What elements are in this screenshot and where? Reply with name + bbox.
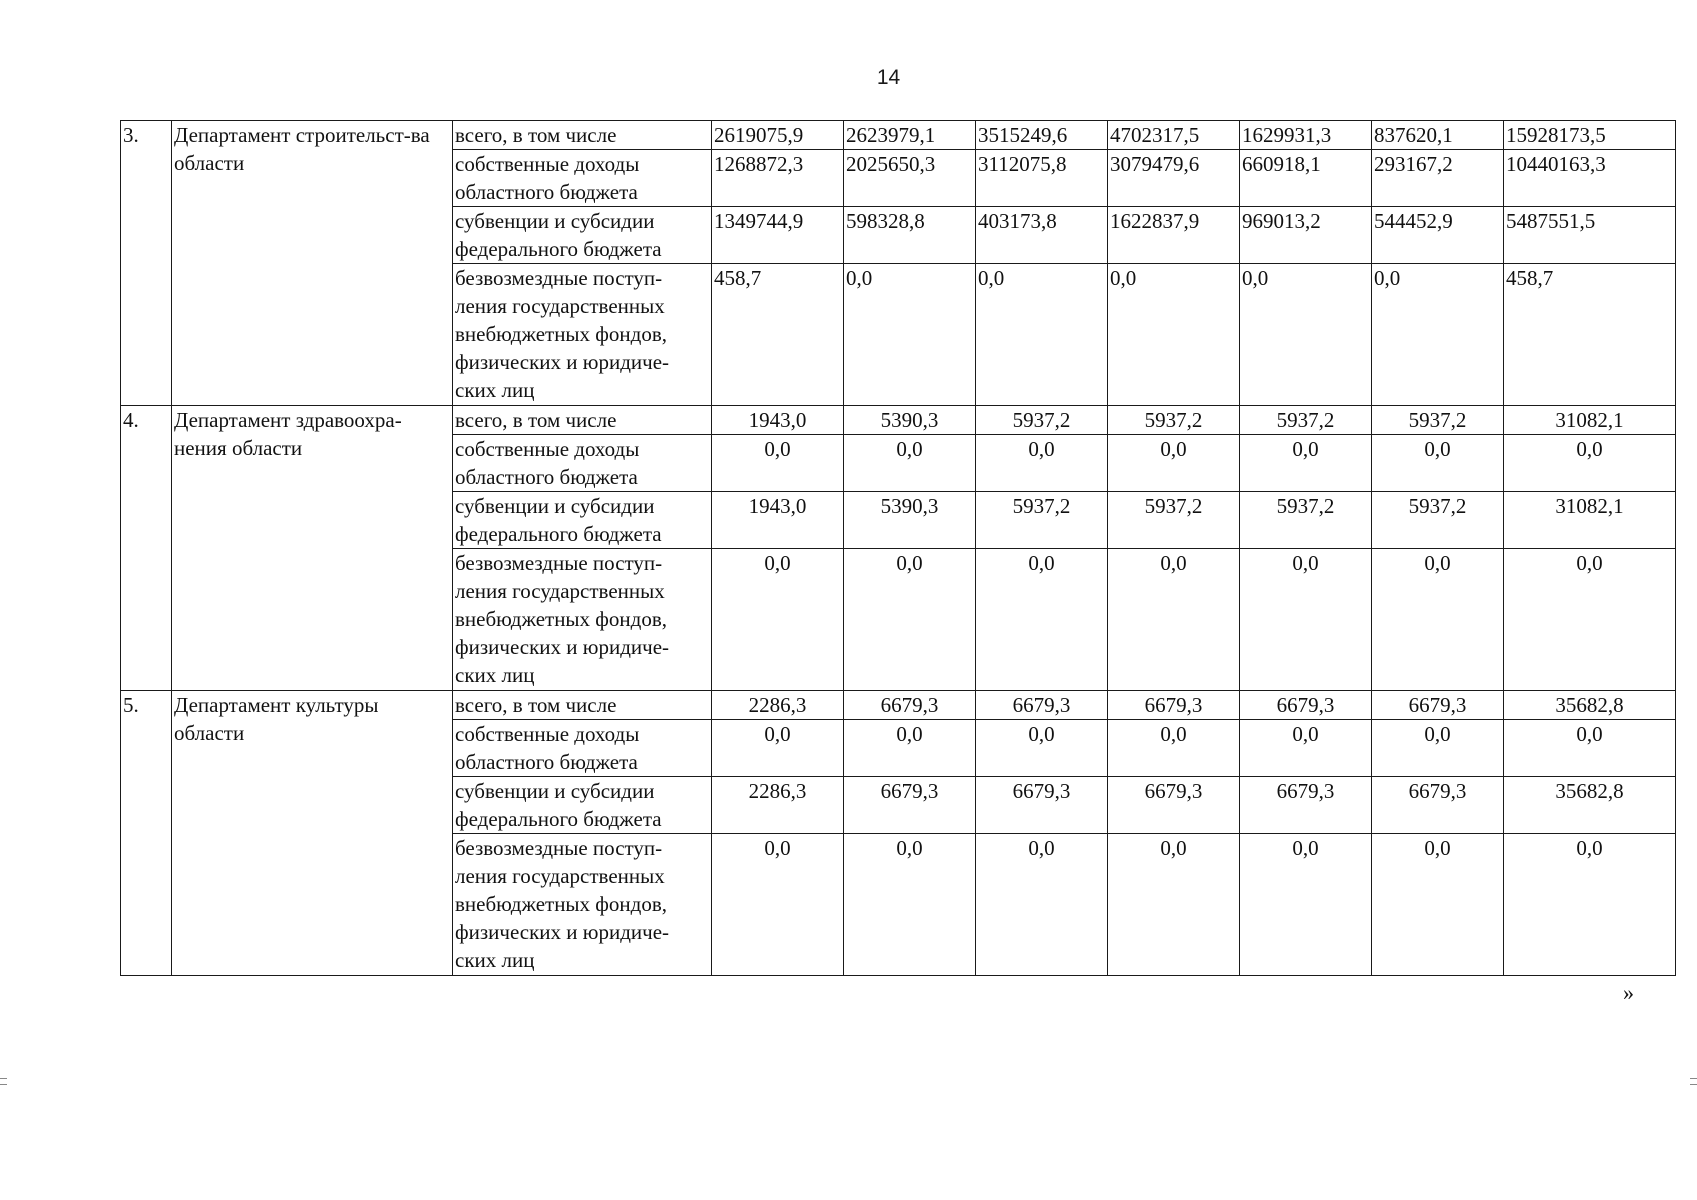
value-cell: 0,0 [976, 834, 1108, 976]
value-cell: 1943,0 [712, 406, 844, 435]
value-cell: 0,0 [1372, 720, 1504, 777]
value-cell: 0,0 [844, 720, 976, 777]
value-cell: 5937,2 [1240, 406, 1372, 435]
scan-mark-left [0, 1078, 7, 1079]
total-value-cell: 0,0 [1504, 435, 1676, 492]
value-cell: 0,0 [1240, 264, 1372, 406]
value-cell: 403173,8 [976, 207, 1108, 264]
value-cell: 0,0 [1108, 720, 1240, 777]
value-cell: 6679,3 [844, 777, 976, 834]
department-name: Департамент строительст-ва области [172, 121, 453, 406]
funding-source-label: всего, в том числе [453, 121, 712, 150]
value-cell: 0,0 [1108, 435, 1240, 492]
value-cell: 5937,2 [1108, 406, 1240, 435]
closing-quote: » [1623, 980, 1634, 1005]
value-cell: 0,0 [1240, 720, 1372, 777]
value-cell: 2623979,1 [844, 121, 976, 150]
section-number: 5. [121, 691, 172, 976]
value-cell: 2619075,9 [712, 121, 844, 150]
value-cell: 2286,3 [712, 777, 844, 834]
total-value-cell: 15928173,5 [1504, 121, 1676, 150]
value-cell: 6679,3 [1108, 691, 1240, 720]
value-cell: 6679,3 [1372, 777, 1504, 834]
funding-source-label: всего, в том числе [453, 406, 712, 435]
value-cell: 660918,1 [1240, 150, 1372, 207]
value-cell: 0,0 [844, 549, 976, 691]
value-cell: 0,0 [844, 264, 976, 406]
value-cell: 6679,3 [976, 777, 1108, 834]
total-value-cell: 0,0 [1504, 834, 1676, 976]
value-cell: 5937,2 [976, 406, 1108, 435]
value-cell: 6679,3 [844, 691, 976, 720]
value-cell: 3112075,8 [976, 150, 1108, 207]
section-number: 3. [121, 121, 172, 406]
value-cell: 969013,2 [1240, 207, 1372, 264]
total-value-cell: 5487551,5 [1504, 207, 1676, 264]
value-cell: 0,0 [1372, 264, 1504, 406]
funding-source-label: безвозмездные поступ-ления государственных внебюджетных фондов, физических и юридиче-ских лиц [453, 264, 712, 406]
value-cell: 4702317,5 [1108, 121, 1240, 150]
value-cell: 1943,0 [712, 492, 844, 549]
value-cell: 6679,3 [976, 691, 1108, 720]
funding-source-label: субвенции и субсидии федерального бюджета [453, 207, 712, 264]
value-cell: 3515249,6 [976, 121, 1108, 150]
value-cell: 0,0 [712, 720, 844, 777]
total-value-cell: 31082,1 [1504, 492, 1676, 549]
table-row [121, 406, 1676, 435]
value-cell: 1622837,9 [1108, 207, 1240, 264]
value-cell: 5937,2 [1108, 492, 1240, 549]
total-value-cell: 31082,1 [1504, 406, 1676, 435]
scan-mark-right [1690, 1078, 1697, 1079]
value-cell: 1349744,9 [712, 207, 844, 264]
value-cell: 0,0 [976, 720, 1108, 777]
funding-source-label: безвозмездные поступ-ления государственных внебюджетных фондов, физических и юридиче-ских лиц [453, 834, 712, 976]
value-cell: 0,0 [976, 264, 1108, 406]
funding-source-label: субвенции и субсидии федерального бюджета [453, 777, 712, 834]
value-cell: 5390,3 [844, 492, 976, 549]
value-cell: 0,0 [1108, 549, 1240, 691]
department-name: Департамент культуры области [172, 691, 453, 976]
value-cell: 0,0 [1240, 549, 1372, 691]
table-row [121, 691, 1676, 720]
value-cell: 3079479,6 [1108, 150, 1240, 207]
funding-source-label: собственные доходы областного бюджета [453, 720, 712, 777]
total-value-cell: 35682,8 [1504, 777, 1676, 834]
value-cell: 0,0 [976, 435, 1108, 492]
funding-source-label: собственные доходы областного бюджета [453, 150, 712, 207]
value-cell: 5937,2 [1372, 406, 1504, 435]
value-cell: 544452,9 [1372, 207, 1504, 264]
value-cell: 458,7 [712, 264, 844, 406]
total-value-cell: 458,7 [1504, 264, 1676, 406]
value-cell: 0,0 [1372, 834, 1504, 976]
funding-source-label: безвозмездные поступ-ления государственных внебюджетных фондов, физических и юридиче-ских лиц [453, 549, 712, 691]
scan-mark-left [0, 1084, 7, 1085]
department-name: Департамент здравоохра-нения области [172, 406, 453, 691]
value-cell: 0,0 [1240, 834, 1372, 976]
value-cell: 5937,2 [976, 492, 1108, 549]
total-value-cell: 0,0 [1504, 549, 1676, 691]
budget-table [120, 120, 1676, 976]
value-cell: 0,0 [1108, 834, 1240, 976]
value-cell: 0,0 [844, 435, 976, 492]
value-cell: 598328,8 [844, 207, 976, 264]
value-cell: 5937,2 [1372, 492, 1504, 549]
value-cell: 0,0 [1240, 435, 1372, 492]
total-value-cell: 35682,8 [1504, 691, 1676, 720]
value-cell: 0,0 [712, 549, 844, 691]
value-cell: 1268872,3 [712, 150, 844, 207]
value-cell: 6679,3 [1240, 777, 1372, 834]
value-cell: 2025650,3 [844, 150, 976, 207]
funding-source-label: всего, в том числе [453, 691, 712, 720]
value-cell: 6679,3 [1108, 777, 1240, 834]
section-number: 4. [121, 406, 172, 691]
table-row [121, 121, 1676, 150]
value-cell: 293167,2 [1372, 150, 1504, 207]
page-number: 14 [876, 66, 901, 89]
value-cell: 6679,3 [1372, 691, 1504, 720]
value-cell: 0,0 [844, 834, 976, 976]
value-cell: 2286,3 [712, 691, 844, 720]
value-cell: 0,0 [712, 834, 844, 976]
value-cell: 0,0 [1372, 435, 1504, 492]
value-cell: 0,0 [712, 435, 844, 492]
total-value-cell: 0,0 [1504, 720, 1676, 777]
scan-mark-right [1690, 1084, 1697, 1085]
value-cell: 5937,2 [1240, 492, 1372, 549]
value-cell: 5390,3 [844, 406, 976, 435]
total-value-cell: 10440163,3 [1504, 150, 1676, 207]
value-cell: 837620,1 [1372, 121, 1504, 150]
funding-source-label: субвенции и субсидии федерального бюджета [453, 492, 712, 549]
funding-source-label: собственные доходы областного бюджета [453, 435, 712, 492]
value-cell: 0,0 [976, 549, 1108, 691]
value-cell: 0,0 [1372, 549, 1504, 691]
value-cell: 0,0 [1108, 264, 1240, 406]
value-cell: 1629931,3 [1240, 121, 1372, 150]
value-cell: 6679,3 [1240, 691, 1372, 720]
